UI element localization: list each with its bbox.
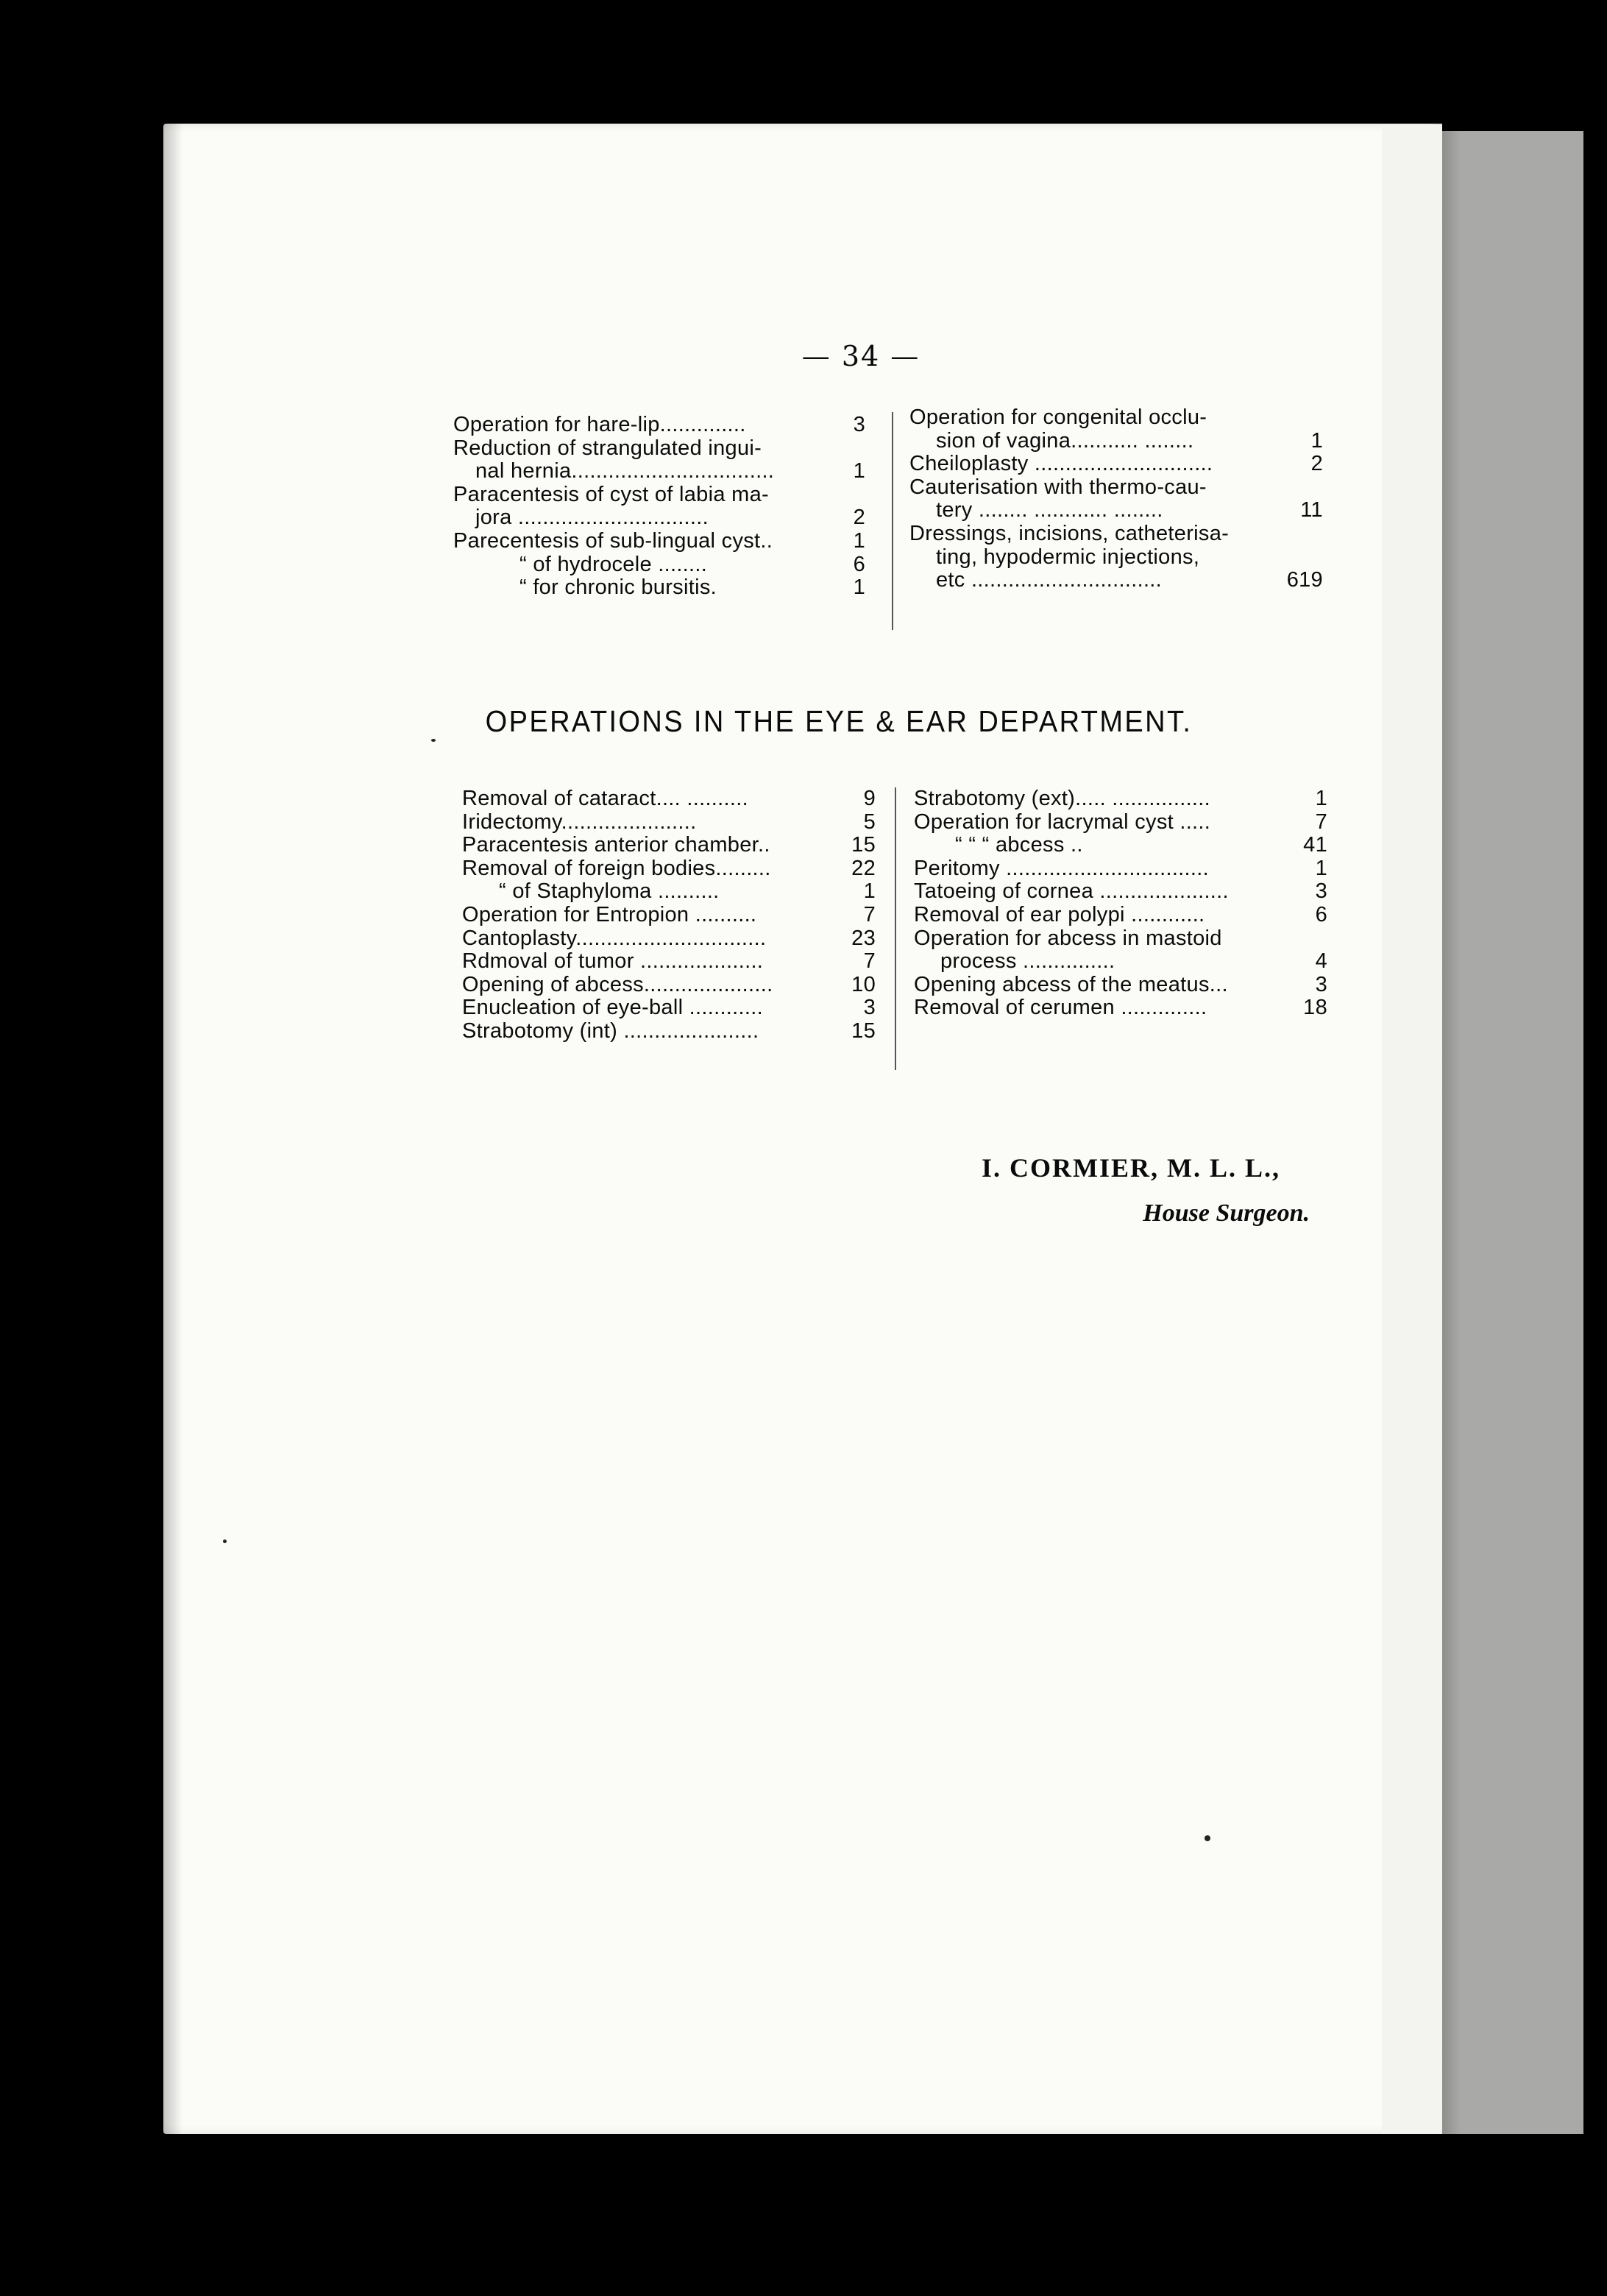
item-label: sion of vagina........... ........: [936, 428, 1194, 453]
item-label: Reduction of strangulated ingui-: [453, 436, 762, 460]
ink-speck: [431, 739, 436, 742]
list-item: [909, 499, 1323, 522]
list-item: [462, 834, 876, 857]
list-item: [453, 530, 865, 553]
top-right-list: [909, 406, 1323, 592]
item-label: Cantoplasty...............................: [462, 926, 767, 950]
item-label: Opening abcess of the meatus...: [914, 972, 1228, 996]
item-count: 619: [1286, 568, 1323, 592]
list-item: [462, 927, 876, 951]
list-item: [462, 811, 876, 835]
item-label: “ for chronic bursitis.: [519, 575, 717, 600]
item-label: Operation for congenital occlu-: [909, 405, 1207, 429]
item-label: Cauterisation with thermo-cau-: [909, 475, 1207, 499]
item-label: Paracentesis of cyst of labia ma-: [453, 482, 769, 506]
list-item: [914, 950, 1327, 974]
item-count: 2: [853, 506, 865, 530]
item-label: jora ...............................: [475, 506, 709, 530]
item-count: 2: [1310, 452, 1323, 476]
item-count: 3: [1315, 972, 1327, 996]
list-item: [462, 904, 876, 927]
item-count: 23: [851, 926, 876, 950]
item-count: 1: [1315, 787, 1327, 810]
item-label: Iridectomy......................: [462, 809, 697, 834]
list-item: [462, 950, 876, 974]
item-count: 3: [1315, 879, 1327, 904]
list-item: [909, 546, 1323, 570]
page-number: — 34 —: [801, 340, 920, 372]
item-label: Removal of foreign bodies.........: [462, 856, 771, 880]
list-item: [462, 787, 876, 811]
item-label: Cheiloplasty .............................: [909, 452, 1213, 476]
ink-speck: [223, 1539, 227, 1543]
signature-title: House Surgeon.: [1143, 1200, 1310, 1227]
list-item: [909, 569, 1323, 592]
item-label: Operation for Entropion ..........: [462, 902, 757, 926]
item-count: 9: [863, 787, 876, 810]
item-count: 41: [1303, 833, 1327, 857]
item-count: 6: [853, 552, 865, 576]
item-label: Strabotomy (ext)..... ................: [914, 787, 1210, 810]
signature-name: I. CORMIER, M. L. L.,: [981, 1153, 1280, 1183]
list-item: [462, 996, 876, 1020]
item-count: 7: [863, 949, 876, 974]
list-item: [909, 476, 1323, 500]
item-label: Paracentesis anterior chamber..: [462, 833, 770, 857]
item-count: 15: [851, 833, 876, 857]
list-item: [462, 857, 876, 881]
item-count: 1: [853, 528, 865, 553]
list-item: [914, 927, 1327, 951]
item-label: etc ...............................: [936, 568, 1163, 592]
item-count: 1: [1315, 856, 1327, 880]
item-label: Operation for lacrymal cyst .....: [914, 809, 1211, 834]
item-count: 3: [863, 996, 876, 1020]
list-item: [453, 576, 865, 600]
list-item: [462, 1020, 876, 1044]
item-label: Strabotomy (int) ......................: [462, 1018, 759, 1043]
list-item: [453, 553, 865, 577]
item-label: Operation for abcess in mastoid: [914, 926, 1222, 950]
section-heading: OPERATIONS IN THE EYE & EAR DEPARTMENT.: [485, 705, 1193, 739]
item-count: 7: [863, 902, 876, 926]
item-count: 22: [851, 856, 876, 880]
list-item: [909, 406, 1323, 430]
item-label: Enucleation of eye-ball ............: [462, 996, 763, 1020]
item-count: 5: [863, 809, 876, 834]
list-item: [914, 811, 1327, 835]
list-item: [914, 904, 1327, 927]
item-count: 7: [1315, 809, 1327, 834]
item-label: Rdmoval of tumor ....................: [462, 949, 764, 974]
item-count: 1: [863, 879, 876, 904]
item-label: process ...............: [940, 949, 1115, 974]
list-item: [914, 857, 1327, 881]
list-item: [909, 453, 1323, 476]
item-count: 4: [1315, 949, 1327, 974]
item-count: 18: [1303, 996, 1327, 1020]
page-spine-edge: [1382, 125, 1442, 2134]
list-item: [453, 437, 865, 461]
item-count: 6: [1315, 902, 1327, 926]
item-label: Removal of cerumen ..............: [914, 996, 1207, 1020]
list-item: [909, 522, 1323, 546]
list-item: [909, 430, 1323, 453]
item-label: Tatoeing of cornea .....................: [914, 879, 1229, 904]
item-count: 15: [851, 1018, 876, 1043]
item-label: “ of hydrocele ........: [519, 552, 708, 576]
item-count: 1: [853, 575, 865, 600]
list-item: [453, 483, 865, 507]
item-count: 1: [853, 459, 865, 483]
item-count: 1: [1310, 428, 1323, 453]
eye-ear-left-list: [462, 787, 876, 1044]
cover-board: [1442, 131, 1583, 2134]
top-left-list: [453, 414, 865, 600]
column-divider: [892, 412, 893, 630]
eye-ear-right-list: [914, 787, 1327, 1020]
item-label: Parecentesis of sub-lingual cyst..: [453, 528, 773, 553]
item-label: Opening of abcess.....................: [462, 972, 773, 996]
item-label: ting, hypodermic injections,: [936, 545, 1200, 569]
list-item: [914, 880, 1327, 904]
column-divider: [895, 787, 896, 1070]
item-label: Removal of ear polypi ............: [914, 902, 1205, 926]
item-label: Dressings, incisions, catheterisa-: [909, 521, 1230, 545]
list-item: [914, 996, 1327, 1020]
item-label: Peritomy .................................: [914, 856, 1209, 880]
list-item: [453, 414, 865, 437]
item-label: Removal of cataract.... ..........: [462, 787, 748, 810]
list-item: [914, 834, 1327, 857]
item-label: nal hernia.................................: [475, 459, 775, 483]
list-item: [914, 974, 1327, 997]
list-item: [453, 460, 865, 483]
list-item: [453, 506, 865, 530]
list-item: [462, 880, 876, 904]
list-item: [914, 787, 1327, 811]
item-count: 10: [851, 972, 876, 996]
item-label: “ of Staphyloma ..........: [499, 879, 720, 904]
ink-speck: [1205, 1835, 1210, 1841]
list-item: [462, 974, 876, 997]
item-count: 11: [1300, 498, 1323, 522]
item-label: tery ........ ............ ........: [936, 498, 1163, 522]
item-count: 3: [853, 413, 865, 436]
item-label: “ “ “ abcess ..: [955, 833, 1083, 857]
item-label: Operation for hare-lip..............: [453, 413, 746, 436]
